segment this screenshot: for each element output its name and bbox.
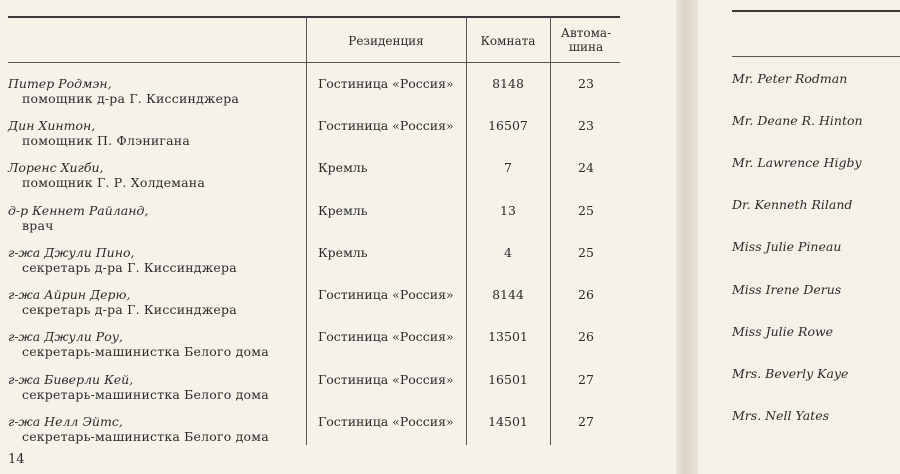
car-cell: 24 [578,160,594,175]
car-cell: 23 [578,118,594,133]
car-cell: 26 [578,287,594,302]
russian-name: г-жа Джули Пино, [8,245,135,260]
room-cell: 8144 [492,287,524,302]
russian-role: секретарь д-ра Г. Киссинджера [22,260,237,275]
header-bottom-rule [8,62,620,63]
car-cell: 25 [578,245,594,260]
car-cell: 26 [578,329,594,344]
english-name: Mr. Lawrence Higby [732,155,862,170]
english-name: Mrs. Beverly Kaye [732,366,849,381]
page-number: 14 [8,452,25,467]
room-cell: 4 [504,245,512,260]
right-top-rule [732,10,900,12]
english-name: Dr. Kenneth Riland [732,197,853,212]
russian-role: секретарь д-ра Г. Киссинджера [22,302,237,317]
residence-cell: Гостиница «Россия» [318,372,454,387]
residence-cell: Кремль [318,245,368,260]
residence-cell: Гостиница «Россия» [318,287,454,302]
russian-name: г-жа Айрин Дерю, [8,287,131,302]
english-name: Miss Julie Pineau [732,239,842,254]
header-residence: Резиденция [348,34,424,48]
russian-name: Лоренс Хигби, [8,160,104,175]
residence-cell: Кремль [318,160,368,175]
residence-cell: Гостиница «Россия» [318,329,454,344]
column-divider-residence [306,17,307,445]
russian-role: секретарь-машинистка Белого дома [22,429,269,444]
room-cell: 16507 [488,118,528,133]
russian-role: секретарь-машинистка Белого дома [22,387,269,402]
english-name: Miss Julie Rowe [732,324,834,339]
room-cell: 8148 [492,76,524,91]
room-cell: 14501 [488,414,528,429]
russian-name: Питер Родмэн, [8,76,112,91]
english-name: Mrs. Nell Yates [732,408,830,423]
car-cell: 27 [578,414,594,429]
russian-role: помощник П. Флэнигана [22,133,190,148]
right-page [698,0,900,474]
russian-role: помощник Г. Р. Холдемана [22,175,205,190]
car-cell: 27 [578,372,594,387]
residence-cell: Гостиница «Россия» [318,76,454,91]
residence-cell: Гостиница «Россия» [318,414,454,429]
russian-role: секретарь-машинистка Белого дома [22,344,269,359]
header-room: Комната [480,34,536,48]
room-cell: 13 [500,203,516,218]
russian-name: г-жа Биверли Кей, [8,372,134,387]
room-cell: 13501 [488,329,528,344]
residence-cell: Гостиница «Россия» [318,118,454,133]
car-cell: 25 [578,203,594,218]
russian-name: г-жа Нелл Эйтс, [8,414,123,429]
english-name: Mr. Deane R. Hinton [732,113,863,128]
english-name: Mr. Peter Rodman [732,71,848,86]
english-name: Miss Irene Derus [732,282,842,297]
room-cell: 16501 [488,372,528,387]
russian-name: г-жа Джули Роу, [8,329,123,344]
russian-name: Дин Хинтон, [8,118,96,133]
russian-role: помощник д-ра Г. Киссинджера [22,91,240,106]
room-cell: 7 [504,160,512,175]
russian-name: д-р Кеннет Райланд, [8,203,149,218]
right-header-rule [732,56,900,57]
table-top-rule [8,16,620,18]
header-car: Автома- шина [560,26,612,54]
car-cell: 23 [578,76,594,91]
book-gutter [676,0,698,474]
residence-cell: Кремль [318,203,368,218]
russian-role: врач [22,218,54,233]
